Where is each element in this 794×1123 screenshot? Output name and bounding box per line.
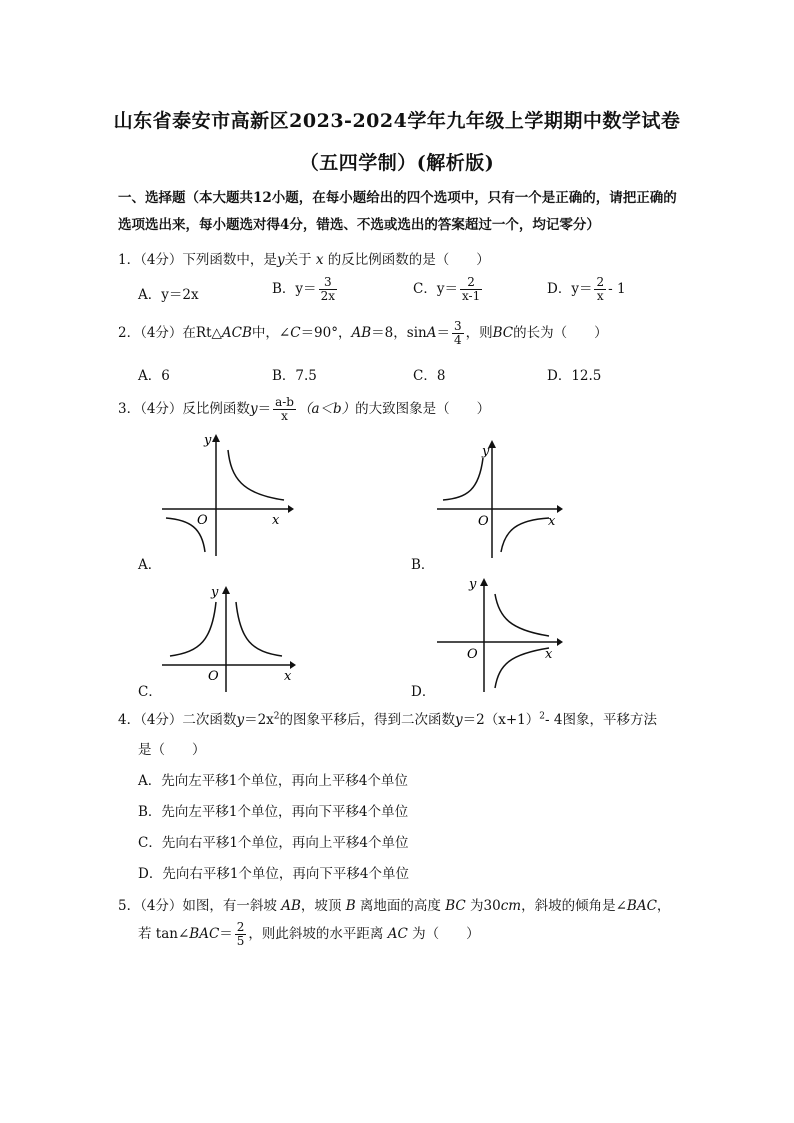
question-4-option-c: C．先向右平移1个单位，再向上平移4个单位 [138, 835, 409, 851]
origin-label: O [208, 669, 219, 684]
question-4-stem: 4．（4分）二次函数$y=2x^2$的图象平移后，得到二次函数$y=2(x+1)^2-$ 4图象，平移方法 [118, 711, 657, 728]
graph-option-c [160, 580, 300, 695]
x-axis-arrow [290, 661, 296, 669]
curve-left [170, 602, 216, 656]
y-axis-label: y [469, 577, 477, 592]
x-axis-label: x [272, 513, 280, 528]
graph-option-b [435, 438, 565, 568]
question-1-option-a: A．y＝2x [138, 287, 199, 303]
x-axis-label: x [548, 514, 556, 529]
x-axis-arrow [288, 505, 294, 513]
graph-label-a: A． [138, 557, 162, 573]
question-1-stem: 1．（4分）下列函数中，是y关于 x 的反比例函数的是（ ） [118, 252, 490, 268]
graph-label-b: B． [411, 557, 435, 573]
question-4-option-a: A．先向左平移1个单位，再向上平移4个单位 [138, 773, 408, 789]
question-2-stem: 2．（4分）在Rt△ACB中，∠C＝90°，AB＝8，sinA＝ $\frac{3}{4}$ ，则BC的长为（ ） [118, 319, 608, 347]
question-1-option-d: D．y＝ $\frac{2}{x}$ - 1 [547, 275, 626, 303]
question-3-stem: 3．（4分）反比例函数y＝ $\frac{a-b}{x}$ （a＜b）的大致图象是（ ） [118, 395, 491, 423]
question-4-option-b: B．先向左平移1个单位，再向下平移4个单位 [138, 804, 409, 820]
origin-label: O [467, 647, 478, 662]
origin-label: O [478, 514, 489, 529]
question-2-option-c: C．8 [413, 368, 446, 384]
curve-quadrant-1 [228, 450, 284, 500]
curve-quadrant-2 [443, 458, 483, 500]
question-5-stem: 5．（4分）如图，有一斜坡 AB，坡顶 B 离地面的高度 BC 为30cm，斜坡的倾角是∠BAC， [118, 898, 671, 914]
x-axis-arrow [557, 638, 563, 646]
question-2-option-a: A．6 [138, 368, 170, 384]
question-2-option-d: D．12.5 [547, 368, 602, 384]
question-4-option-d: D．先向右平移1个单位，再向下平移4个单位 [138, 866, 410, 882]
question-1-option-b: B．y＝ $\frac{3}{2x}$ [272, 275, 335, 303]
y-axis-label: y [482, 444, 490, 459]
origin-label: O [197, 513, 208, 528]
exam-title-line1: 山东省泰安市高新区2023-2024学年九年级上学期期中数学试卷 [113, 110, 681, 132]
question-2-option-b: B．7.5 [272, 368, 317, 384]
curve-quadrant-1 [495, 594, 549, 636]
y-axis-arrow [212, 434, 220, 442]
graph-option-a [160, 428, 295, 558]
curve-quadrant-4 [495, 648, 549, 688]
y-axis-label: y [211, 585, 219, 600]
x-axis-label: x [545, 647, 553, 662]
graph-option-d [435, 574, 565, 694]
y-axis-arrow [480, 578, 488, 586]
section-heading: 一、选择题（本大题共12小题，在每小题给出的四个选项中，只有一个是正确的，请把正确的选项选出来，每小题选对得4分，错选、不选或选出的答案超过一个，均记零分） [118, 190, 677, 233]
y-axis-label: y [204, 433, 212, 448]
question-1-option-c: C．y＝ $\frac{2}{x-1}$ [413, 275, 481, 303]
graph-label-c: C． [138, 684, 162, 700]
exam-title-line2: （五四学制）(解析版) [299, 152, 495, 174]
graph-label-d: D． [411, 684, 436, 700]
curve-right [236, 602, 282, 656]
y-axis-arrow [222, 586, 230, 594]
x-axis-label: x [284, 669, 292, 684]
x-axis-arrow [557, 505, 563, 513]
curve-quadrant-4 [501, 518, 549, 552]
question-5-stem-line2: 若 tan∠BAC＝ $\frac{2}{5}$ ，则此斜坡的水平距离 AC 为（ ） [138, 920, 480, 948]
question-4-stem-line2: 是（ ） [138, 742, 206, 758]
